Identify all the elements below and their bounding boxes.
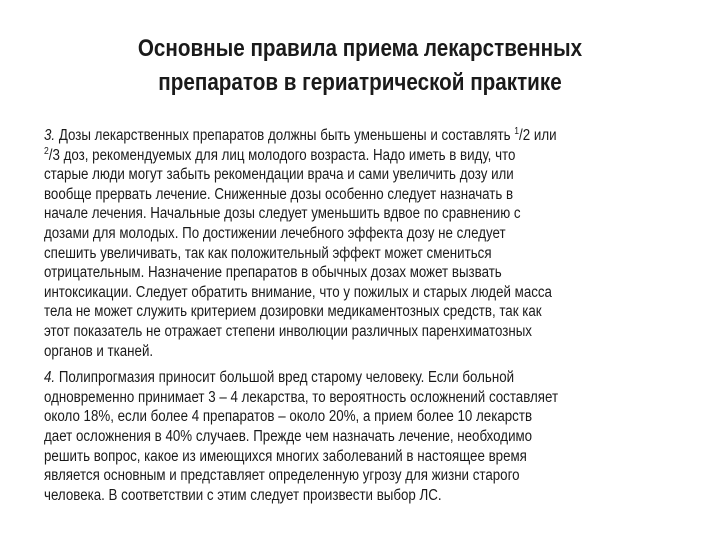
paragraph-line: одновременно принимает 3 – 4 лекарства, то вероятность осложнений составляет <box>44 388 559 406</box>
paragraph-number: 4. <box>44 369 56 387</box>
paragraph-4 <box>44 368 680 505</box>
paragraph-line: вообще прервать лечение. Сниженные дозы особенно следует назначать в <box>44 185 514 203</box>
slide-body <box>44 126 680 512</box>
paragraph-line: органов и тканей. <box>44 342 154 360</box>
paragraph-line: около 18%, если более 4 препаратов – около 20%, а прием более 10 лекарств <box>44 408 533 426</box>
paragraph-line: этот показатель не отражает степени инволюции различных паренхиматозных <box>44 322 532 340</box>
paragraph-3 <box>44 126 680 361</box>
paragraph-line: старые люди могут забыть рекомендации врача и сами увеличить дозу или <box>44 166 514 184</box>
paragraph-line: интоксикации. Следует обратить внимание, что у пожилых и старых людей масса <box>44 283 552 301</box>
paragraph-line: является основным и представляет определенную угрозу для жизни старого <box>44 467 520 485</box>
fraction-numerator: 1 <box>514 126 520 137</box>
paragraph-line: спешить увеличивать, так как положительный эффект может смениться <box>44 244 492 262</box>
paragraph-line: человека. В соответствии с этим следует произвести выбор ЛС. <box>44 486 442 504</box>
paragraph-line: 3. Дозы лекарственных препаратов должны быть уменьшены и составлять $^1$/2 или <box>44 126 557 144</box>
slide-title <box>85 32 635 100</box>
paragraph-line: $^2$/3 доз, рекомендуемых для лиц молодого возраста. Надо иметь в виду, что <box>44 145 516 164</box>
paragraph-line: отрицательным. Назначение препаратов в обычных дозах может вызвать <box>44 264 502 282</box>
paragraph-line: решить вопрос, какое из имеющихся многих заболеваний в настоящее время <box>44 447 527 465</box>
paragraph-number: 3. <box>44 127 56 144</box>
paragraph-line: 4. Полипрогмазия приносит большой вред старому человеку. Если больной <box>44 369 515 387</box>
paragraph-line: тела не может служить критерием дозировки медикаментозных средств, так как <box>44 303 542 321</box>
title-line-1: Основные правила приема лекарственных <box>137 35 583 62</box>
title-line-2: препаратов в гериатрической практике <box>158 69 562 96</box>
fraction-numerator: 2 <box>44 145 49 157</box>
paragraph-line: дозами для молодых. По достижении лечебного эффекта дозу не следует <box>44 224 506 242</box>
paragraph-line: начале лечения. Начальные дозы следует уменьшить вдвое по сравнению с <box>44 205 521 223</box>
paragraph-line: дает осложнения в 40% случаев. Прежде чем назначать лечение, необходимо <box>44 427 533 445</box>
